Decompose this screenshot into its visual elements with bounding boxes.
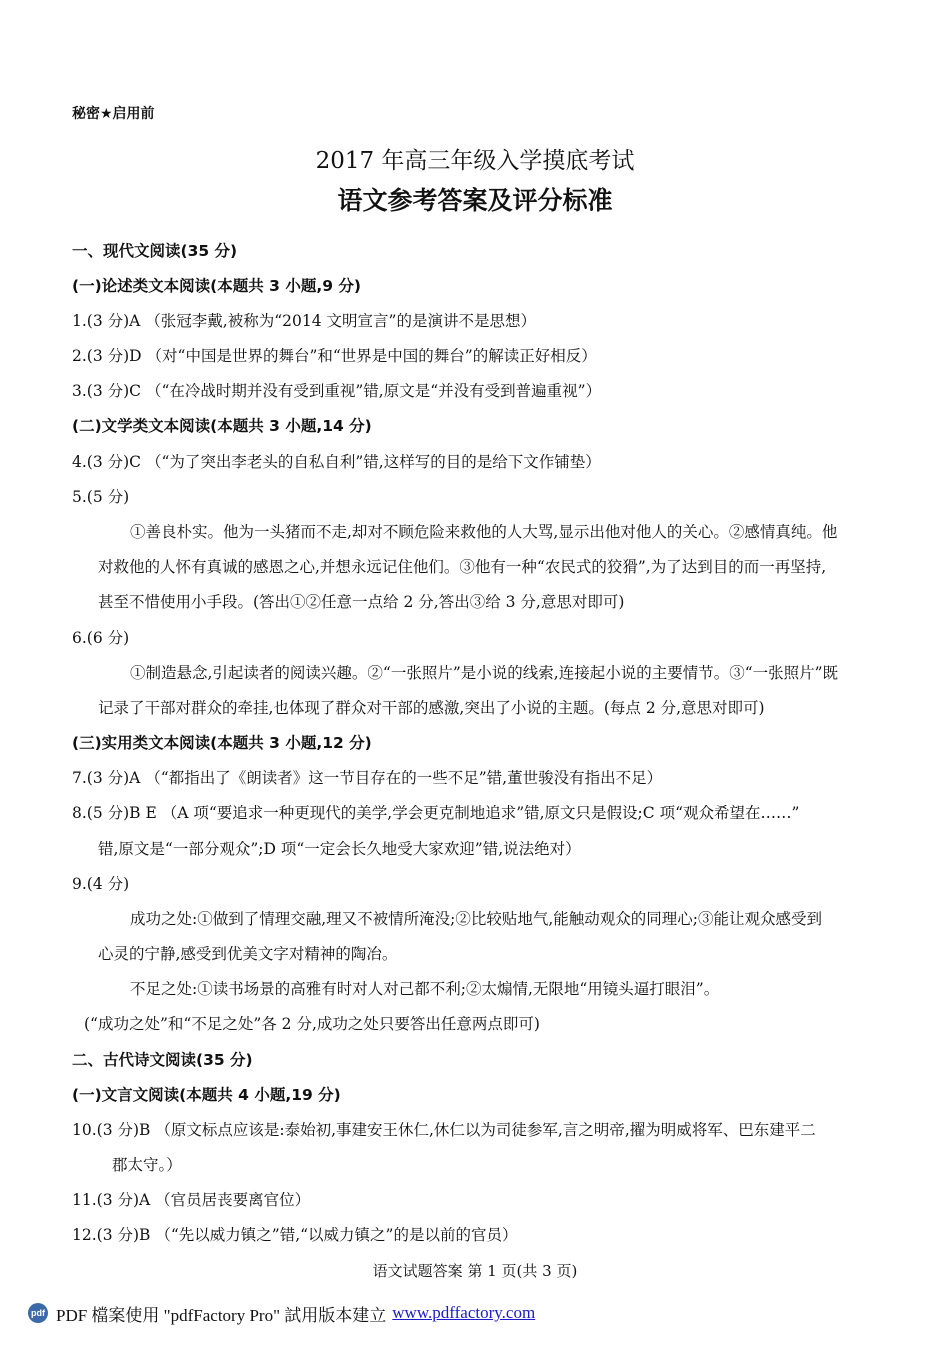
subsection-heading: (三)实用类文本阅读(本题共 3 小题,12 分) (72, 734, 372, 752)
answer-detail: 错,原文是“一部分观众”;D 项“一定会长久地受大家欢迎”错,说法绝对） (98, 840, 581, 858)
exam-title: 2017 年高三年级入学摸底考试 (315, 148, 635, 174)
answer-line: 7.(3 分)A （“都指出了《朗读者》这一节目存在的一些不足”错,董世骏没有指出不足） (72, 769, 663, 787)
answer-detail: (“成功之处”和“不足之处”各 2 分,成功之处只要答出任意两点即可) (84, 1015, 540, 1033)
subsection-heading: (一)论述类文本阅读(本题共 3 小题,9 分) (72, 277, 361, 295)
pdf-watermark-bar (28, 1301, 535, 1325)
answer-line: 2.(3 分)D （对“中国是世界的舞台”和“世界是中国的舞台”的解读正好相反） (72, 347, 597, 365)
answer-line: 10.(3 分)B （原文标点应该是:泰始初,事建安王休仁,休仁以为司徒参军,言之明帝,擢为明威将军、巴东建平二 (72, 1121, 816, 1139)
answer-line: 1.(3 分)A （张冠李戴,被称为“2014 文明宣言”的是演讲不是思想） (72, 312, 536, 330)
answer-line: 8.(5 分)B E （A 项“要追求一种更现代的美学,学会更克制地追求”错,原文只是假设;C 项“观众希望在……” (72, 804, 800, 822)
subsection-heading: (二)文学类文本阅读(本题共 3 小题,14 分) (72, 417, 372, 435)
section-heading: 二、古代诗文阅读(35 分) (72, 1051, 253, 1069)
answer-line: 3.(3 分)C （“在冷战时期并没有受到重视”错,原文是“并没有受到普遍重视”） (72, 382, 602, 400)
answer-line: 11.(3 分)A （官员居丧要离官位） (72, 1191, 311, 1209)
section-heading: 一、现代文阅读(35 分) (72, 242, 238, 260)
subsection-heading: (一)文言文阅读(本题共 4 小题,19 分) (72, 1086, 341, 1104)
answer-detail: ①善良朴实。他为一头猪而不走,却对不顾危险来救他的人大骂,显示出他对他人的关心。②感情真纯。他 (130, 523, 838, 541)
answer-line: 5.(5 分) (72, 488, 130, 506)
pdf-watermark-text: PDF 檔案使用 "pdfFactory Pro" 試用版本建立 (56, 1305, 387, 1325)
answer-detail: 不足之处:①读书场景的高雅有时对人对己都不利;②太煽情,无限地“用镜头逼打眼泪”。 (130, 980, 720, 998)
answer-detail: 甚至不惜使用小手段。(答出①②任意一点给 2 分,答出③给 3 分,意思对即可) (98, 593, 625, 611)
confidential-label: 秘密★启用前 (72, 106, 155, 122)
answer-detail: 记录了干部对群众的牵挂,也体现了群众对干部的感激,突出了小说的主题。(每点 2 分,意思对即可) (98, 699, 765, 717)
page-footer: 语文试题答案 第 1 页(共 3 页) (372, 1262, 578, 1280)
answer-detail: 郡太守。） (112, 1156, 182, 1174)
pdf-logo-icon: pdf (28, 1303, 48, 1323)
answer-detail: 对救他的人怀有真诚的感恩之心,并想永远记住他们。③他有一种“农民式的狡猾”,为了达到目的而一再坚持, (98, 558, 827, 576)
answer-line: 6.(6 分) (72, 629, 130, 647)
document-title: 语文参考答案及评分标准 (337, 186, 613, 215)
pdffactory-link[interactable]: www.pdffactory.com (392, 1303, 536, 1322)
answer-detail: ①制造悬念,引起读者的阅读兴趣。②“一张照片”是小说的线索,连接起小说的主要情节。③“一张照片”既 (130, 664, 839, 682)
answer-detail: 成功之处:①做到了情理交融,理又不被情所淹没;②比较贴地气,能触动观众的同理心;③能让观众感受到 (130, 910, 823, 928)
answer-line: 12.(3 分)B （“先以威力镇之”错,“以威力镇之”的是以前的官员） (72, 1226, 518, 1244)
answer-line: 4.(3 分)C （“为了突出李老头的自私自利”错,这样写的目的是给下文作铺垫） (72, 453, 601, 471)
answer-detail: 心灵的宁静,感受到优美文字对精神的陶冶。 (98, 945, 398, 963)
answer-line: 9.(4 分) (72, 875, 130, 893)
